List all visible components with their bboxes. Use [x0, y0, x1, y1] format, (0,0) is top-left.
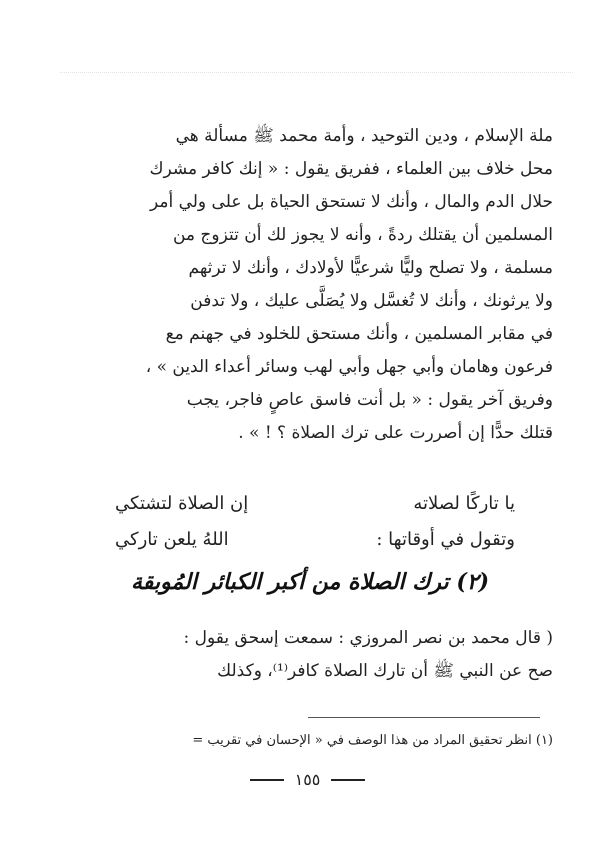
- poem-verse: [115, 522, 515, 558]
- text-line: ولا يرثونك ، وأنك لا تُغسَّل ولا يُصَلَّى عليك ، ولا تدفن: [190, 291, 553, 311]
- second-paragraph: [98, 622, 553, 688]
- poem-second-hemistich: إن الصلاة لتشتكي: [115, 493, 249, 514]
- section-heading: (٢) ترك الصلاة من أكبر الكبائر المُوبقة: [131, 569, 489, 595]
- poem-first-hemistich: وتقول في أوقاتها :: [376, 529, 515, 550]
- footnote-divider: [308, 717, 540, 718]
- text-line: محل خلاف بين العلماء ، ففريق يقول : « إنك كافر مشرك: [149, 159, 553, 179]
- footnote: (١) انظر تحقيق المراد من هذا الوصف في « الإحسان في تقريب =: [192, 733, 553, 748]
- text-line: مسلمة ، ولا تصلح وليًّا شرعيًّا لأولادك ، وأنك لا ترثهم: [188, 258, 553, 278]
- poem-second-hemistich: اللهُ يلعن تاركي: [115, 529, 229, 550]
- poem-first-hemistich: يا تاركًا لصلاته: [413, 493, 515, 514]
- text-line: ملة الإسلام ، ودين التوحيد ، وأمة محمد ﷺ مسألة هي: [175, 126, 553, 146]
- page-number-block: [0, 764, 615, 795]
- poem-verses: [115, 486, 515, 558]
- text-line: المسلمين أن يقتلك ردةً ، وأنه لا يجوز لك أن تتزوج من: [172, 225, 553, 245]
- text-line: في مقابر المسلمين ، وأنك مستحق للخلود في جهنم مع: [165, 324, 553, 344]
- page-number: ١٥٥: [294, 769, 321, 789]
- text-line: ( قال محمد بن نصر المروزي : سمعت إسحق يقول :: [183, 628, 553, 648]
- page-number-dash: [331, 779, 365, 781]
- text-line: وفريق آخر يقول : « بل أنت فاسق عاصٍ فاجر، يجب: [186, 390, 553, 410]
- main-paragraph: [98, 120, 553, 450]
- top-edge-rule: [60, 72, 573, 73]
- text-line: حلال الدم والمال ، وأنك لا تستحق الحياة بل على ولي أمر: [149, 192, 553, 212]
- text-line: فرعون وهامان وأبي جهل وأبي لهب وسائر أعداء الدين » ،: [145, 357, 553, 377]
- text-line: قتلك حدًّا إن أصررت على ترك الصلاة ؟ ! » .: [238, 423, 553, 443]
- poem-verse: [115, 486, 515, 522]
- text-line: صح عن النبي ﷺ أن تارك الصلاة كافر⁽¹⁾، وكذلك: [217, 661, 553, 681]
- page-number-dash: [250, 779, 284, 781]
